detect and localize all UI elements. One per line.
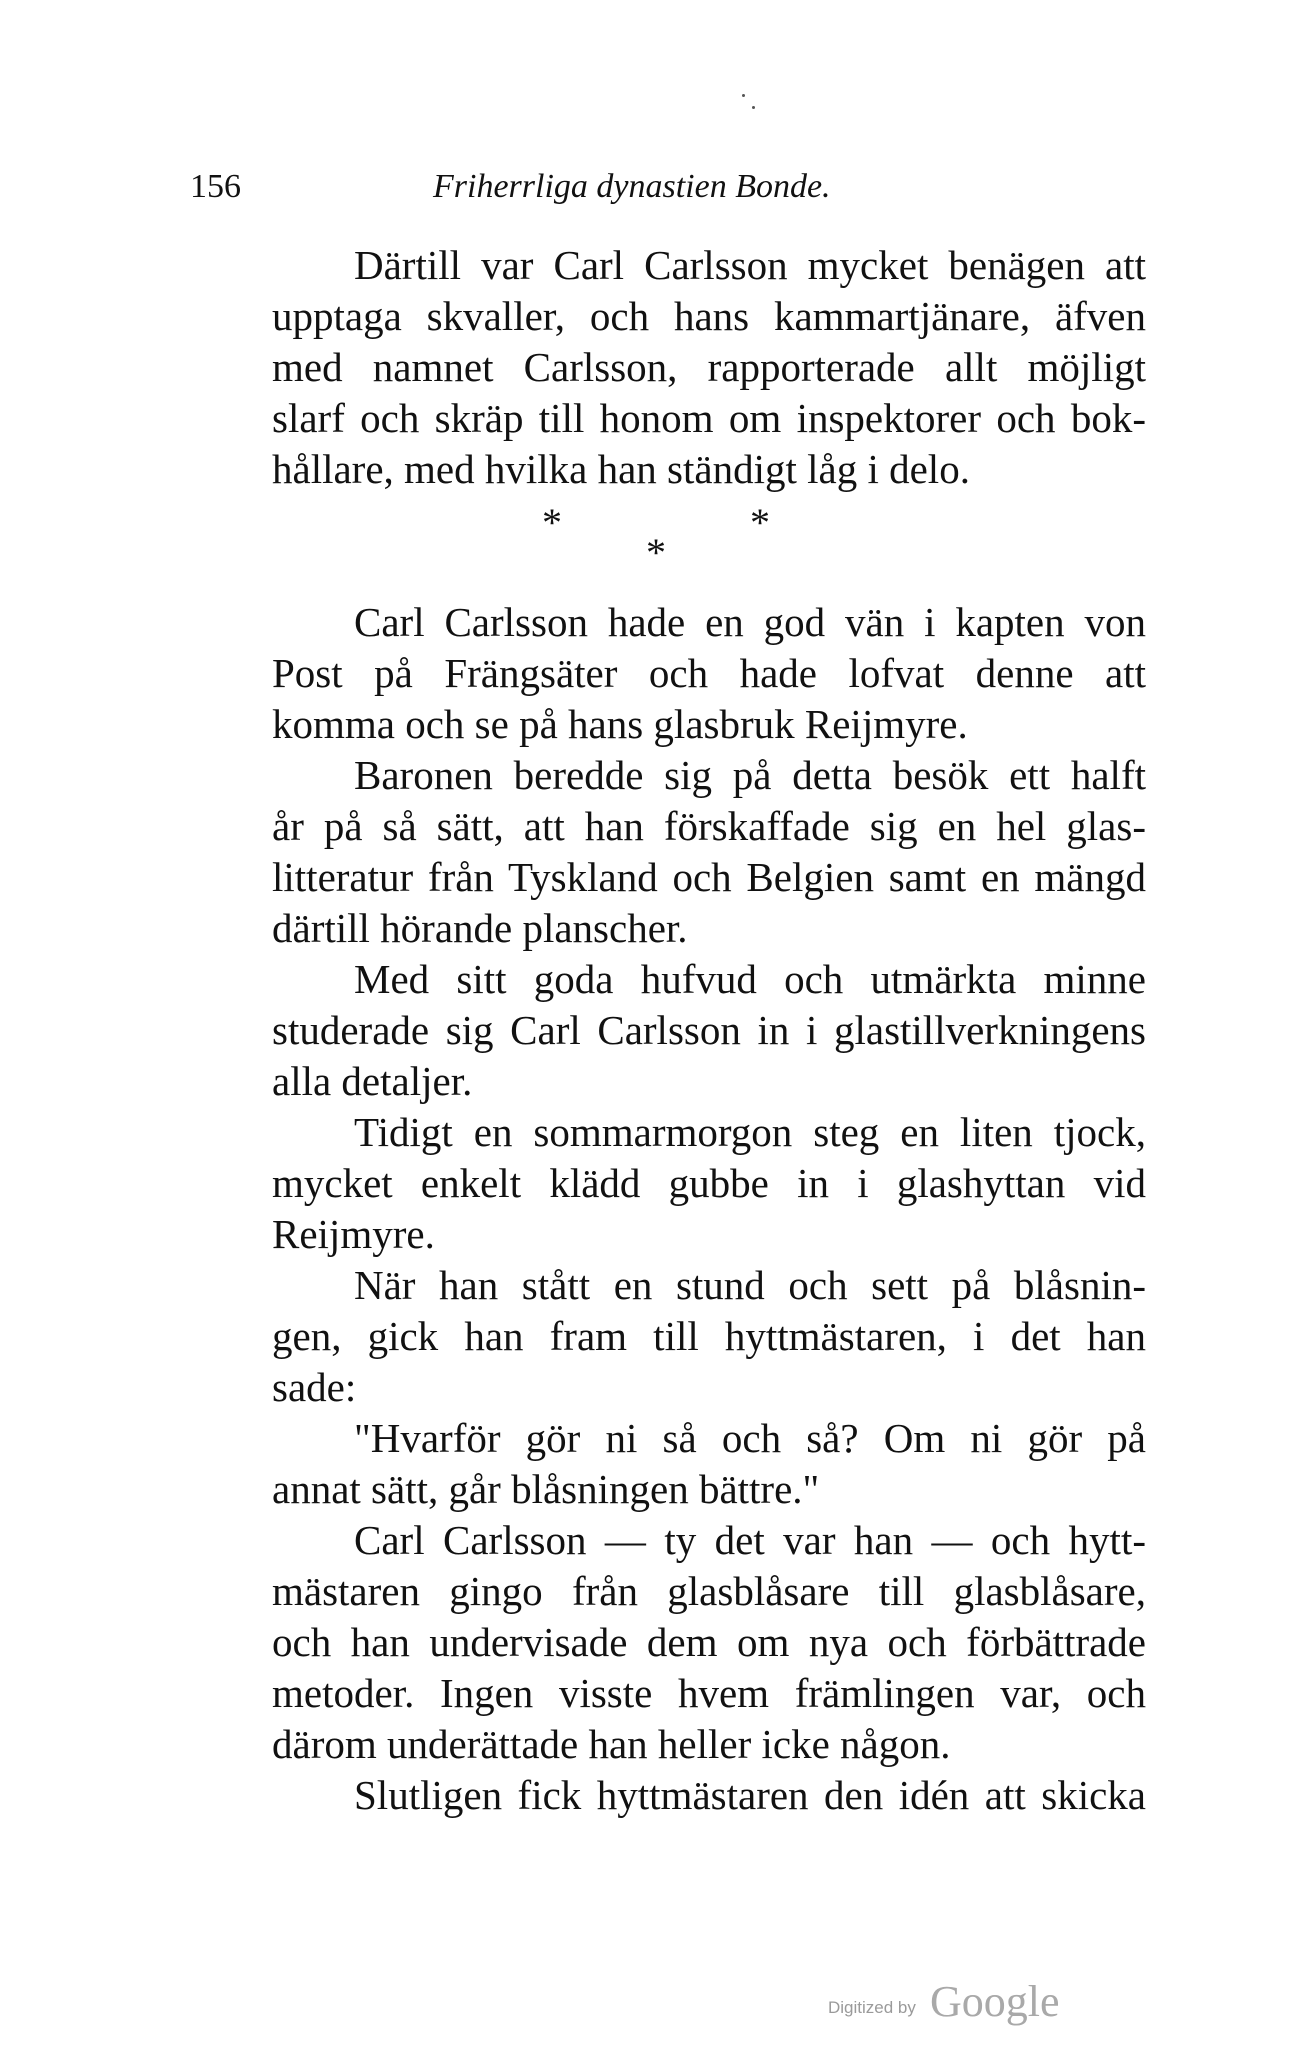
text-line: mästaren gingo från glasblåsare till glasblåsare,	[272, 1568, 1146, 1614]
body-text	[190, 240, 1146, 1821]
print-speck	[752, 106, 755, 109]
text-line: Med sitt goda hufvud och utmärkta minne	[354, 956, 1146, 1002]
text-line: metoder. Ingen visste hvem främlingen var, och	[272, 1670, 1146, 1716]
text-line: annat sätt, går blåsningen bättre."	[272, 1466, 820, 1512]
text-line: Tidigt en sommarmorgon steg en liten tjock,	[354, 1109, 1146, 1155]
text-line: därtill hörande planscher.	[272, 905, 688, 951]
section-separator	[190, 495, 1146, 597]
paragraph	[190, 1260, 1146, 1413]
asterisk: *	[646, 530, 666, 575]
text-line: hållare, med hvilka han ständigt låg i delo.	[272, 446, 970, 492]
paragraph	[190, 1107, 1146, 1260]
text-line: Carl Carlsson — ty det var han — och hytt-	[354, 1517, 1146, 1563]
text-line: sade:	[272, 1364, 357, 1410]
google-logo: Google	[930, 1977, 1060, 2026]
running-title: Friherrliga dynastien Bonde.	[433, 168, 831, 205]
paragraph	[190, 1413, 1146, 1515]
text-line: När han stått en stund och sett på blåsnin-	[354, 1262, 1146, 1308]
text-line: Därtill var Carl Carlsson mycket benägen att	[354, 242, 1146, 288]
text-line: Carl Carlsson hade en god vän i kapten von	[354, 599, 1146, 645]
text-line: upptaga skvaller, och hans kammartjänare, äfven	[272, 293, 1146, 339]
text-line: och han undervisade dem om nya och förbättrade	[272, 1619, 1146, 1665]
text-line: Baronen beredde sig på detta besök ett halft	[354, 752, 1146, 798]
page-header	[190, 168, 1150, 218]
text-line: år på så sätt, att han förskaffade sig en hel glas-	[272, 803, 1146, 849]
paragraph	[190, 1515, 1146, 1770]
text-line: litteratur från Tyskland och Belgien samt en mängd	[272, 854, 1146, 900]
page-number: 156	[190, 168, 241, 205]
paragraph	[190, 954, 1146, 1107]
text-line: komma och se på hans glasbruk Reijmyre.	[272, 701, 968, 747]
text-line: alla detaljer.	[272, 1058, 473, 1104]
paragraph	[190, 597, 1146, 750]
text-line: Slutligen fick hyttmästaren den idén att skicka	[354, 1772, 1146, 1818]
paragraph	[190, 750, 1146, 954]
asterisk: *	[542, 500, 562, 545]
text-line: Post på Frängsäter och hade lofvat denne att	[272, 650, 1146, 696]
text-line: gen, gick han fram till hyttmästaren, i det han	[272, 1313, 1146, 1359]
text-line: studerade sig Carl Carlsson in i glastillverkningens	[272, 1007, 1146, 1053]
text-line: Reijmyre.	[272, 1211, 435, 1257]
text-line: mycket enkelt klädd gubbe in i glashyttan vid	[272, 1160, 1146, 1206]
paragraph	[190, 240, 1146, 495]
text-line: med namnet Carlsson, rapporterade allt möjligt	[272, 344, 1146, 390]
paragraph	[190, 1770, 1146, 1821]
print-speck	[742, 94, 745, 97]
text-line: "Hvarför gör ni så och så? Om ni gör på	[354, 1415, 1146, 1461]
text-line: slarf och skräp till honom om inspektorer och bok-	[272, 395, 1146, 441]
asterisk: *	[750, 500, 770, 545]
text-line: därom underättade han heller icke någon.	[272, 1721, 951, 1767]
digitized-label: Digitized by	[828, 1998, 916, 2017]
digitized-watermark	[820, 1972, 1120, 2032]
